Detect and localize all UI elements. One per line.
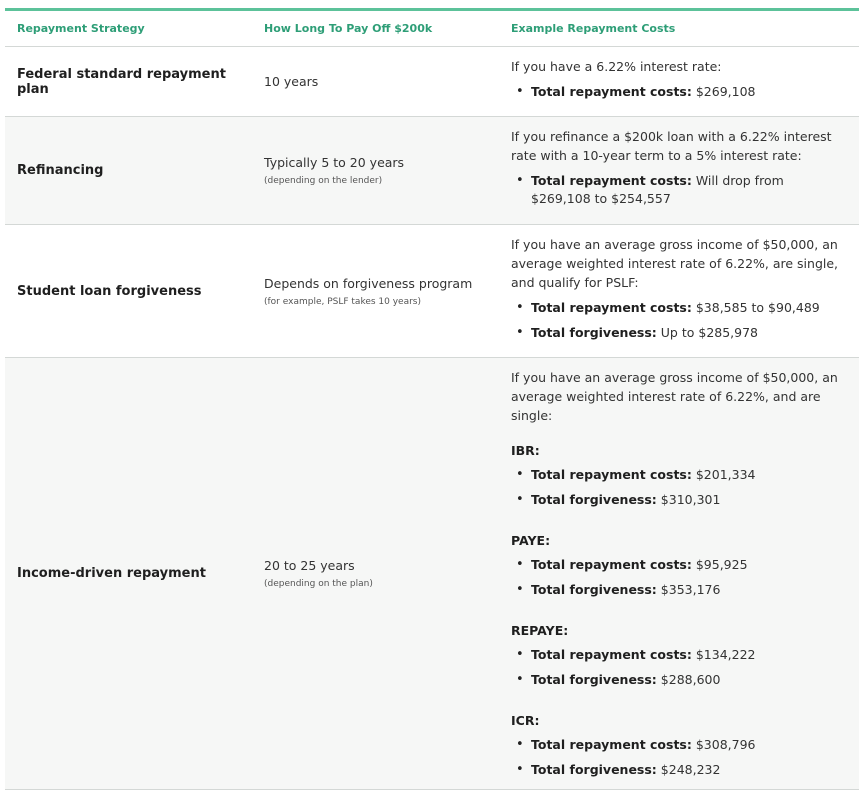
plan-name-ibr: IBR: [511, 443, 540, 458]
repayment-strategy-table [5, 8, 859, 790]
header-example-costs: Example Repayment Costs [511, 22, 676, 35]
cost-bullet: • Total repayment costs: $38,585 to $90,489 [511, 299, 845, 317]
table-header-row [5, 11, 859, 47]
payoff-time: 10 years [264, 74, 319, 89]
plan-name-repaye: REPAYE: [511, 623, 569, 638]
cost-intro: If you have an average gross income of $50,000, an average weighted interest rate of 6.22%, and are single: [511, 370, 838, 423]
table-row-forgiveness [5, 225, 859, 358]
forgiveness-bullet: • Total forgiveness: $248,232 [511, 761, 845, 779]
cost-intro: If you refinance a $200k loan with a 6.22% interest rate with a 10-year term to a 5% interest rate: [511, 129, 832, 163]
table-row-income-driven [5, 358, 859, 790]
plan-name-icr: ICR: [511, 713, 540, 728]
cost-bullet: • Total repayment costs: Will drop from $269,108 to $254,557 [511, 172, 845, 208]
cost-intro: If you have an average gross income of $50,000, an average weighted interest rate of 6.22%, are single, and qualify for PSLF: [511, 237, 839, 290]
header-payoff-time: How Long To Pay Off $200k [264, 22, 433, 35]
payoff-time: Depends on forgiveness program [264, 275, 473, 291]
forgiveness-bullet: • Total forgiveness: $310,301 [511, 491, 845, 509]
cost-bullet: • Total forgiveness: Up to $285,978 [511, 324, 845, 342]
payoff-note: (depending on the plan) [264, 579, 373, 589]
cost-intro: If you have a 6.22% interest rate: [511, 59, 722, 74]
strategy-name: Federal standard repayment plan [17, 66, 226, 97]
table-row-refinancing [5, 117, 859, 225]
strategy-name: Income-driven repayment [17, 566, 206, 581]
header-repayment-strategy: Repayment Strategy [17, 22, 145, 35]
cost-bullet: • Total repayment costs: $308,796 [511, 736, 845, 754]
table-row-federal-standard [5, 47, 859, 117]
strategy-name: Student loan forgiveness [17, 283, 202, 299]
strategy-name: Refinancing [17, 163, 104, 178]
cost-bullet: • Total repayment costs: $95,925 [511, 556, 845, 574]
forgiveness-bullet: • Total forgiveness: $288,600 [511, 671, 845, 689]
payoff-time: 20 to 25 years [264, 558, 355, 573]
payoff-time: Typically 5 to 20 years [264, 155, 405, 170]
plan-name-paye: PAYE: [511, 533, 551, 548]
payoff-note: (for example, PSLF takes 10 years) [264, 296, 422, 307]
payoff-note: (depending on the lender) [264, 176, 383, 186]
cost-bullet: • Total repayment costs: $134,222 [511, 646, 845, 664]
cost-bullet: • Total repayment costs: $269,108 [511, 83, 845, 101]
cost-bullet: • Total repayment costs: $201,334 [511, 466, 845, 484]
forgiveness-bullet: • Total forgiveness: $353,176 [511, 581, 845, 599]
